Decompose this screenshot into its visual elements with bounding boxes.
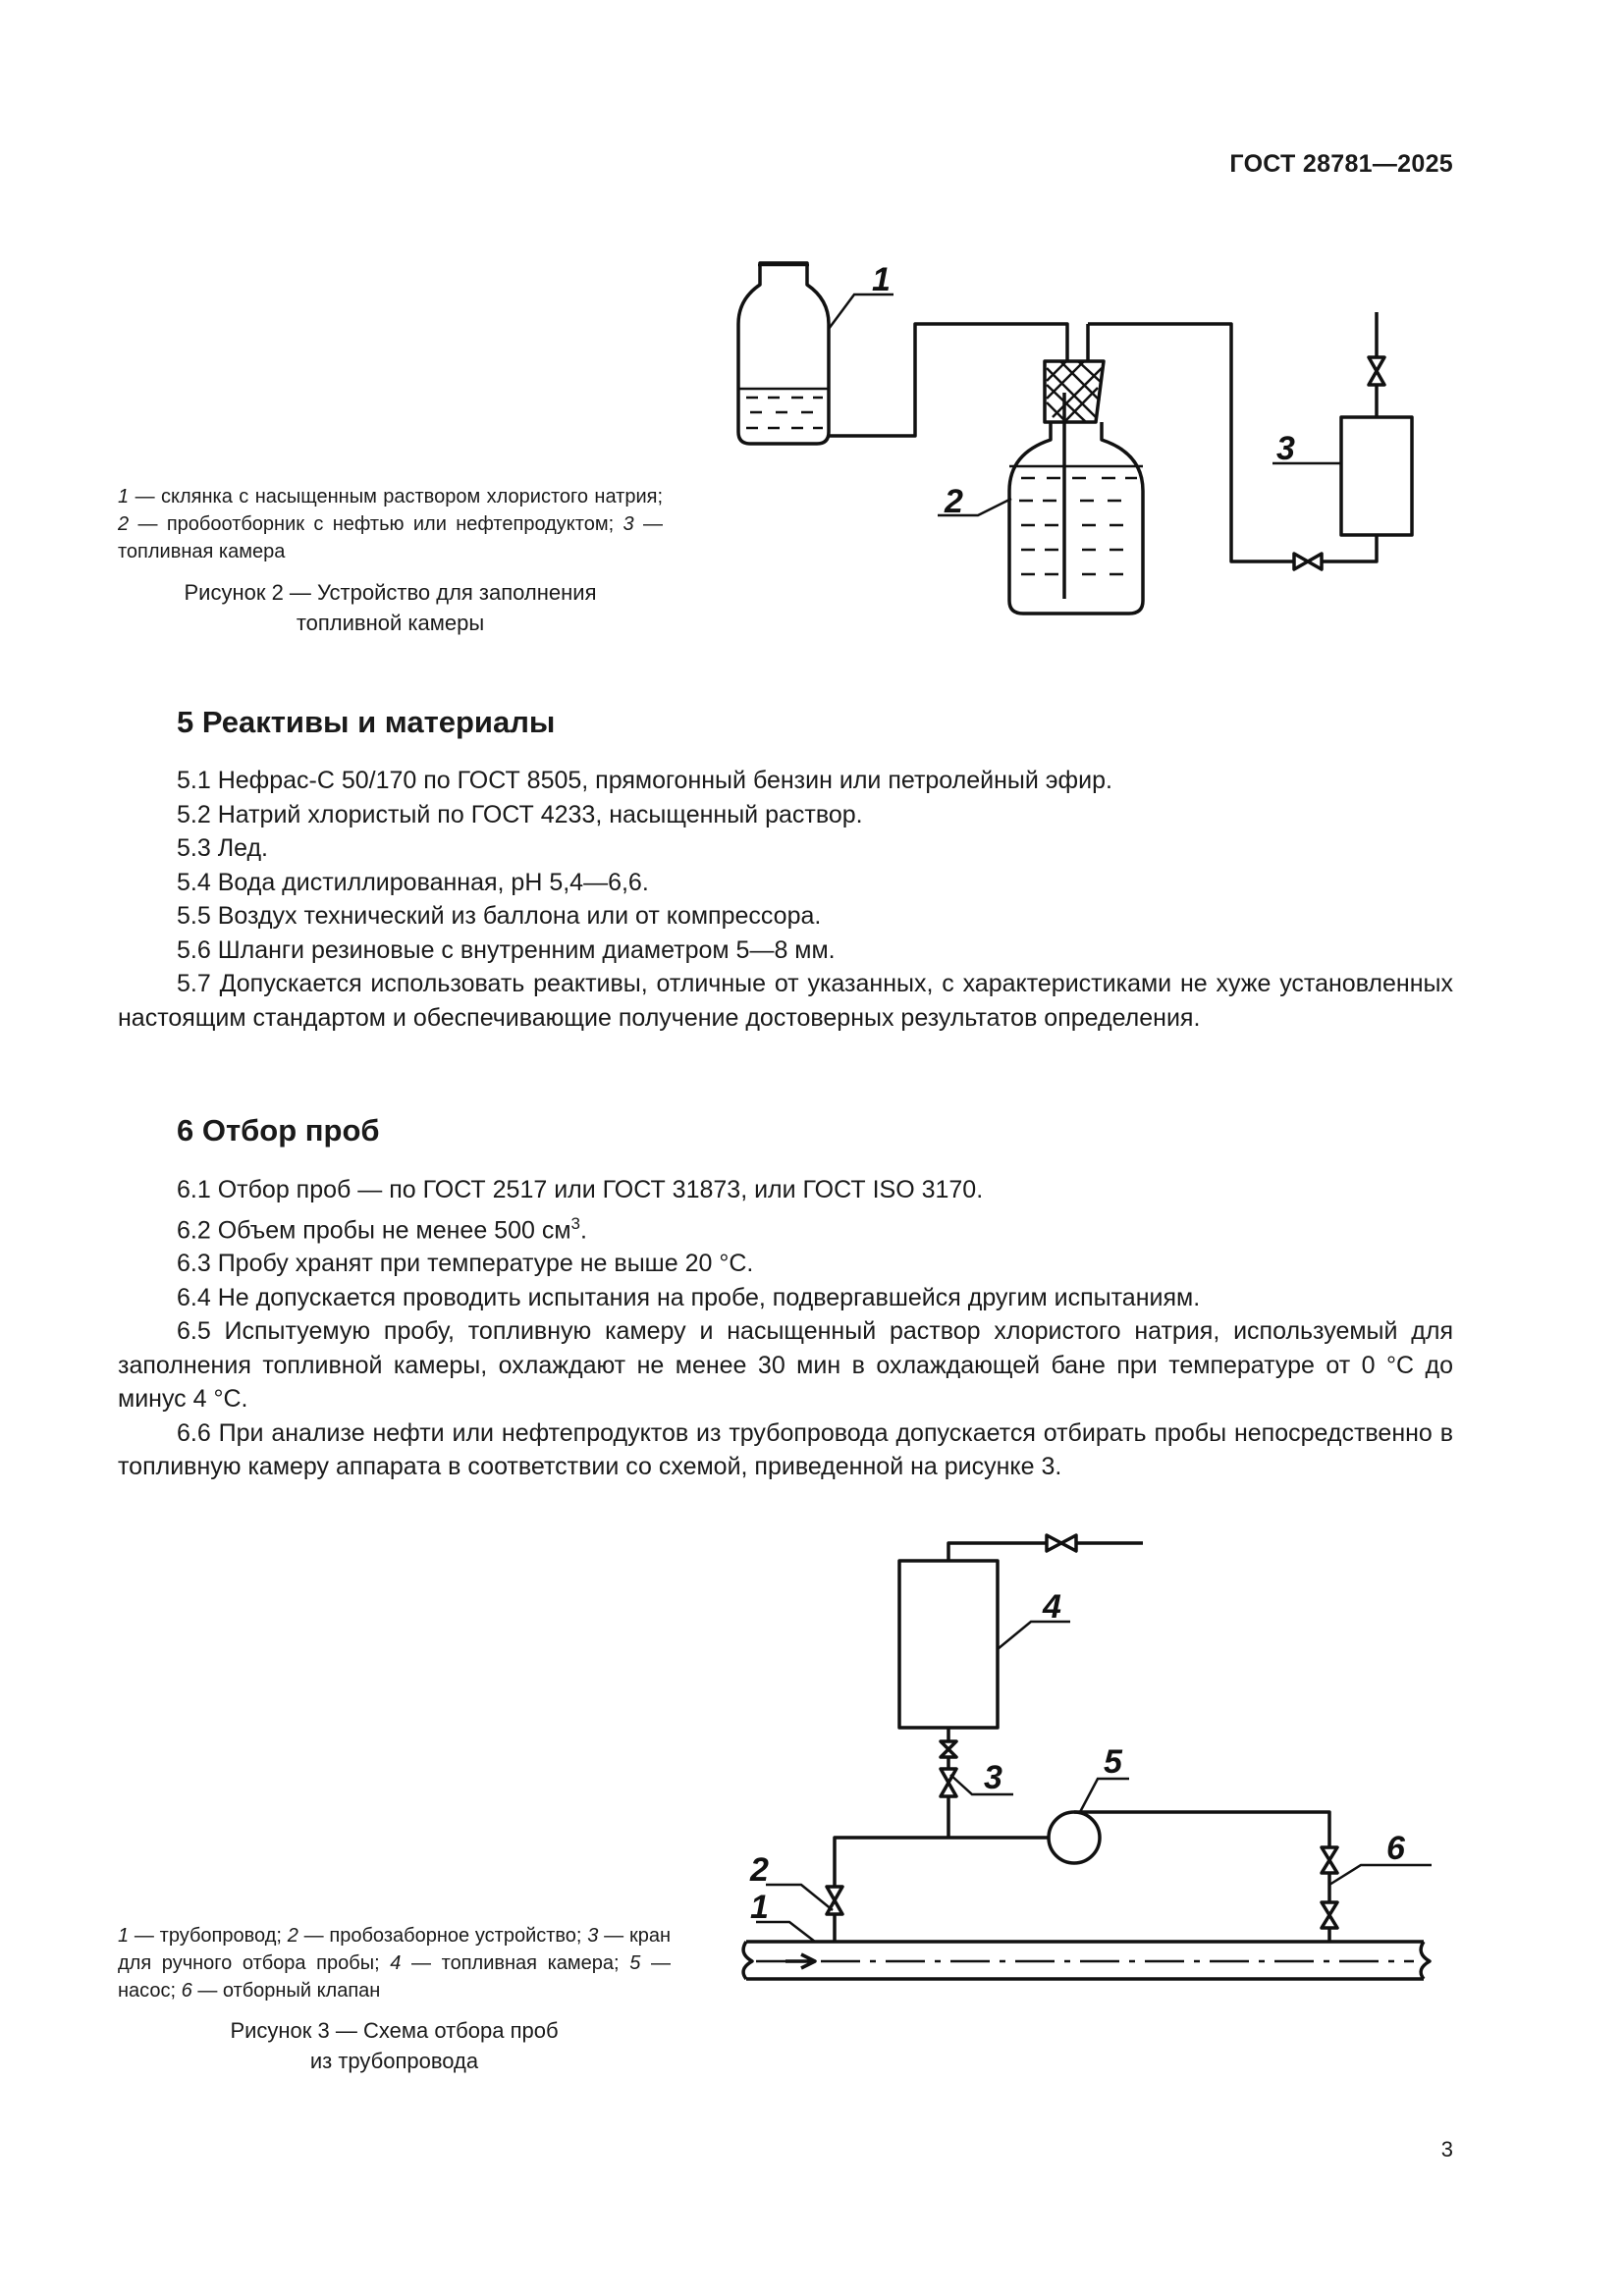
fuel-chamber-3 (1341, 417, 1412, 535)
section-5-body (118, 764, 1453, 1035)
legend-text: — пробоотборник с нефтью или нефтепродуктом; (129, 513, 623, 535)
pipeline-1 (743, 1942, 1430, 1979)
fig2-label-3: 3 (1276, 430, 1295, 467)
paragraph: 5.4 Вода дистиллированная, pH 5,4—6,6. (177, 868, 649, 896)
paragraph: 6.5 Испытуемую пробу, топливную камеру и насыщенный раствор хлористого натрия, используемый для заполнения топливной камеры, охлаждают не менее 30 мин в охлаждающей бане при температуре от 0 °С до минус 4 °С. (118, 1317, 1453, 1414)
legend-num: 3 (587, 1925, 599, 1947)
section-6-heading: 6 Отбор проб (177, 1113, 380, 1148)
fig3-label-2: 2 (750, 1851, 769, 1889)
page-number: 3 (1440, 2137, 1453, 2162)
fig2-label-2: 2 (945, 483, 963, 520)
legend-num: 1 (118, 486, 130, 507)
legend-num: 6 (181, 1980, 192, 2002)
paragraph: 6.3 Пробу хранят при температуре не выше 20 °С. (177, 1250, 754, 1278)
legend-num: 2 (118, 513, 130, 535)
section-6-body (118, 1173, 1453, 1484)
paragraph: 6.6 При анализе нефти или нефтепродуктов из трубопровода допускается отбирать пробы непосредственно в топливную камеру аппарата в соответствии со схемой, приведенной на рисунке 3. (118, 1418, 1453, 1481)
paragraph: 5.5 Воздух технический из баллона или от компрессора. (177, 902, 822, 930)
fig3-label-6: 6 (1386, 1830, 1405, 1867)
bottle-1 (738, 263, 829, 444)
figure-2-legend (118, 483, 663, 565)
caption-line: топливной камеры (296, 611, 485, 635)
paragraph-text: 6.2 Объем пробы не менее 500 см (177, 1215, 571, 1244)
document-code: ГОСТ 28781—2025 (1229, 150, 1453, 178)
legend-text: — топливная камера (118, 513, 663, 562)
paragraph: 5.6 Шланги резиновые с внутренним диаметром 5—8 мм. (177, 935, 836, 964)
legend-num: 5 (629, 1952, 641, 1974)
legend-text: — склянка с насыщенным раствором хлористого натрия; (129, 486, 663, 507)
legend-text: — пробозаборное устройство; (298, 1925, 588, 1947)
fig3-label-1: 1 (750, 1889, 769, 1926)
paragraph: 5.7 Допускается использовать реактивы, отличные от указанных, с характеристиками не хуже установленных настоящим стандартом и обеспечивающие получение достоверных результатов определения. (118, 970, 1453, 1032)
legend-text: — насос; (118, 1952, 671, 2002)
superscript: 3 (570, 1213, 580, 1233)
paragraph: 6.1 Отбор проб — по ГОСТ 2517 или ГОСТ 31873, или ГОСТ ISO 3170. (177, 1176, 984, 1203)
legend-num: 2 (287, 1925, 298, 1947)
legend-text: — топливная камера; (401, 1952, 630, 1974)
paragraph (118, 1207, 1453, 1248)
paragraph-end: . (580, 1215, 587, 1244)
paragraph: 5.2 Натрий хлористый по ГОСТ 4233, насыщенный раствор. (177, 800, 863, 828)
paragraph: 5.1 Нефрас-С 50/170 по ГОСТ 8505, прямогонный бензин или петролейный эфир. (177, 767, 1112, 794)
legend-text: — отборный клапан (191, 1980, 381, 2002)
figure-2-diagram (717, 250, 1463, 638)
caption-line: Рисунок 2 — Устройство для заполнения (184, 580, 597, 605)
fig3-label-4: 4 (1043, 1588, 1061, 1626)
figure-3-diagram (727, 1512, 1453, 2002)
paragraph: 5.3 Лед. (177, 834, 268, 862)
legend-text: — кран для ручного отбора пробы; (118, 1925, 672, 1974)
figure-3-caption (118, 2015, 671, 2076)
caption-line: из трубопровода (309, 2049, 479, 2073)
bottle-2 (1009, 324, 1143, 614)
figure-2-caption (118, 577, 663, 638)
legend-num: 3 (623, 513, 634, 535)
pump-5 (1049, 1812, 1100, 1863)
fig3-label-5: 5 (1104, 1743, 1122, 1781)
legend-num: 4 (390, 1952, 402, 1974)
fuel-chamber-4 (899, 1561, 998, 1728)
paragraph: 6.4 Не допускается проводить испытания на пробе, подвергавшейся другим испытаниям. (177, 1283, 1201, 1311)
section-5-heading: 5 Реактивы и материалы (177, 705, 556, 739)
fig3-label-3: 3 (984, 1759, 1002, 1796)
caption-line: Рисунок 3 — Схема отбора проб (230, 2018, 559, 2043)
figure-3-legend (118, 1922, 671, 2004)
fig2-label-1: 1 (872, 261, 891, 298)
legend-text: — трубопровод; (129, 1925, 288, 1947)
legend-num: 1 (118, 1925, 130, 1947)
